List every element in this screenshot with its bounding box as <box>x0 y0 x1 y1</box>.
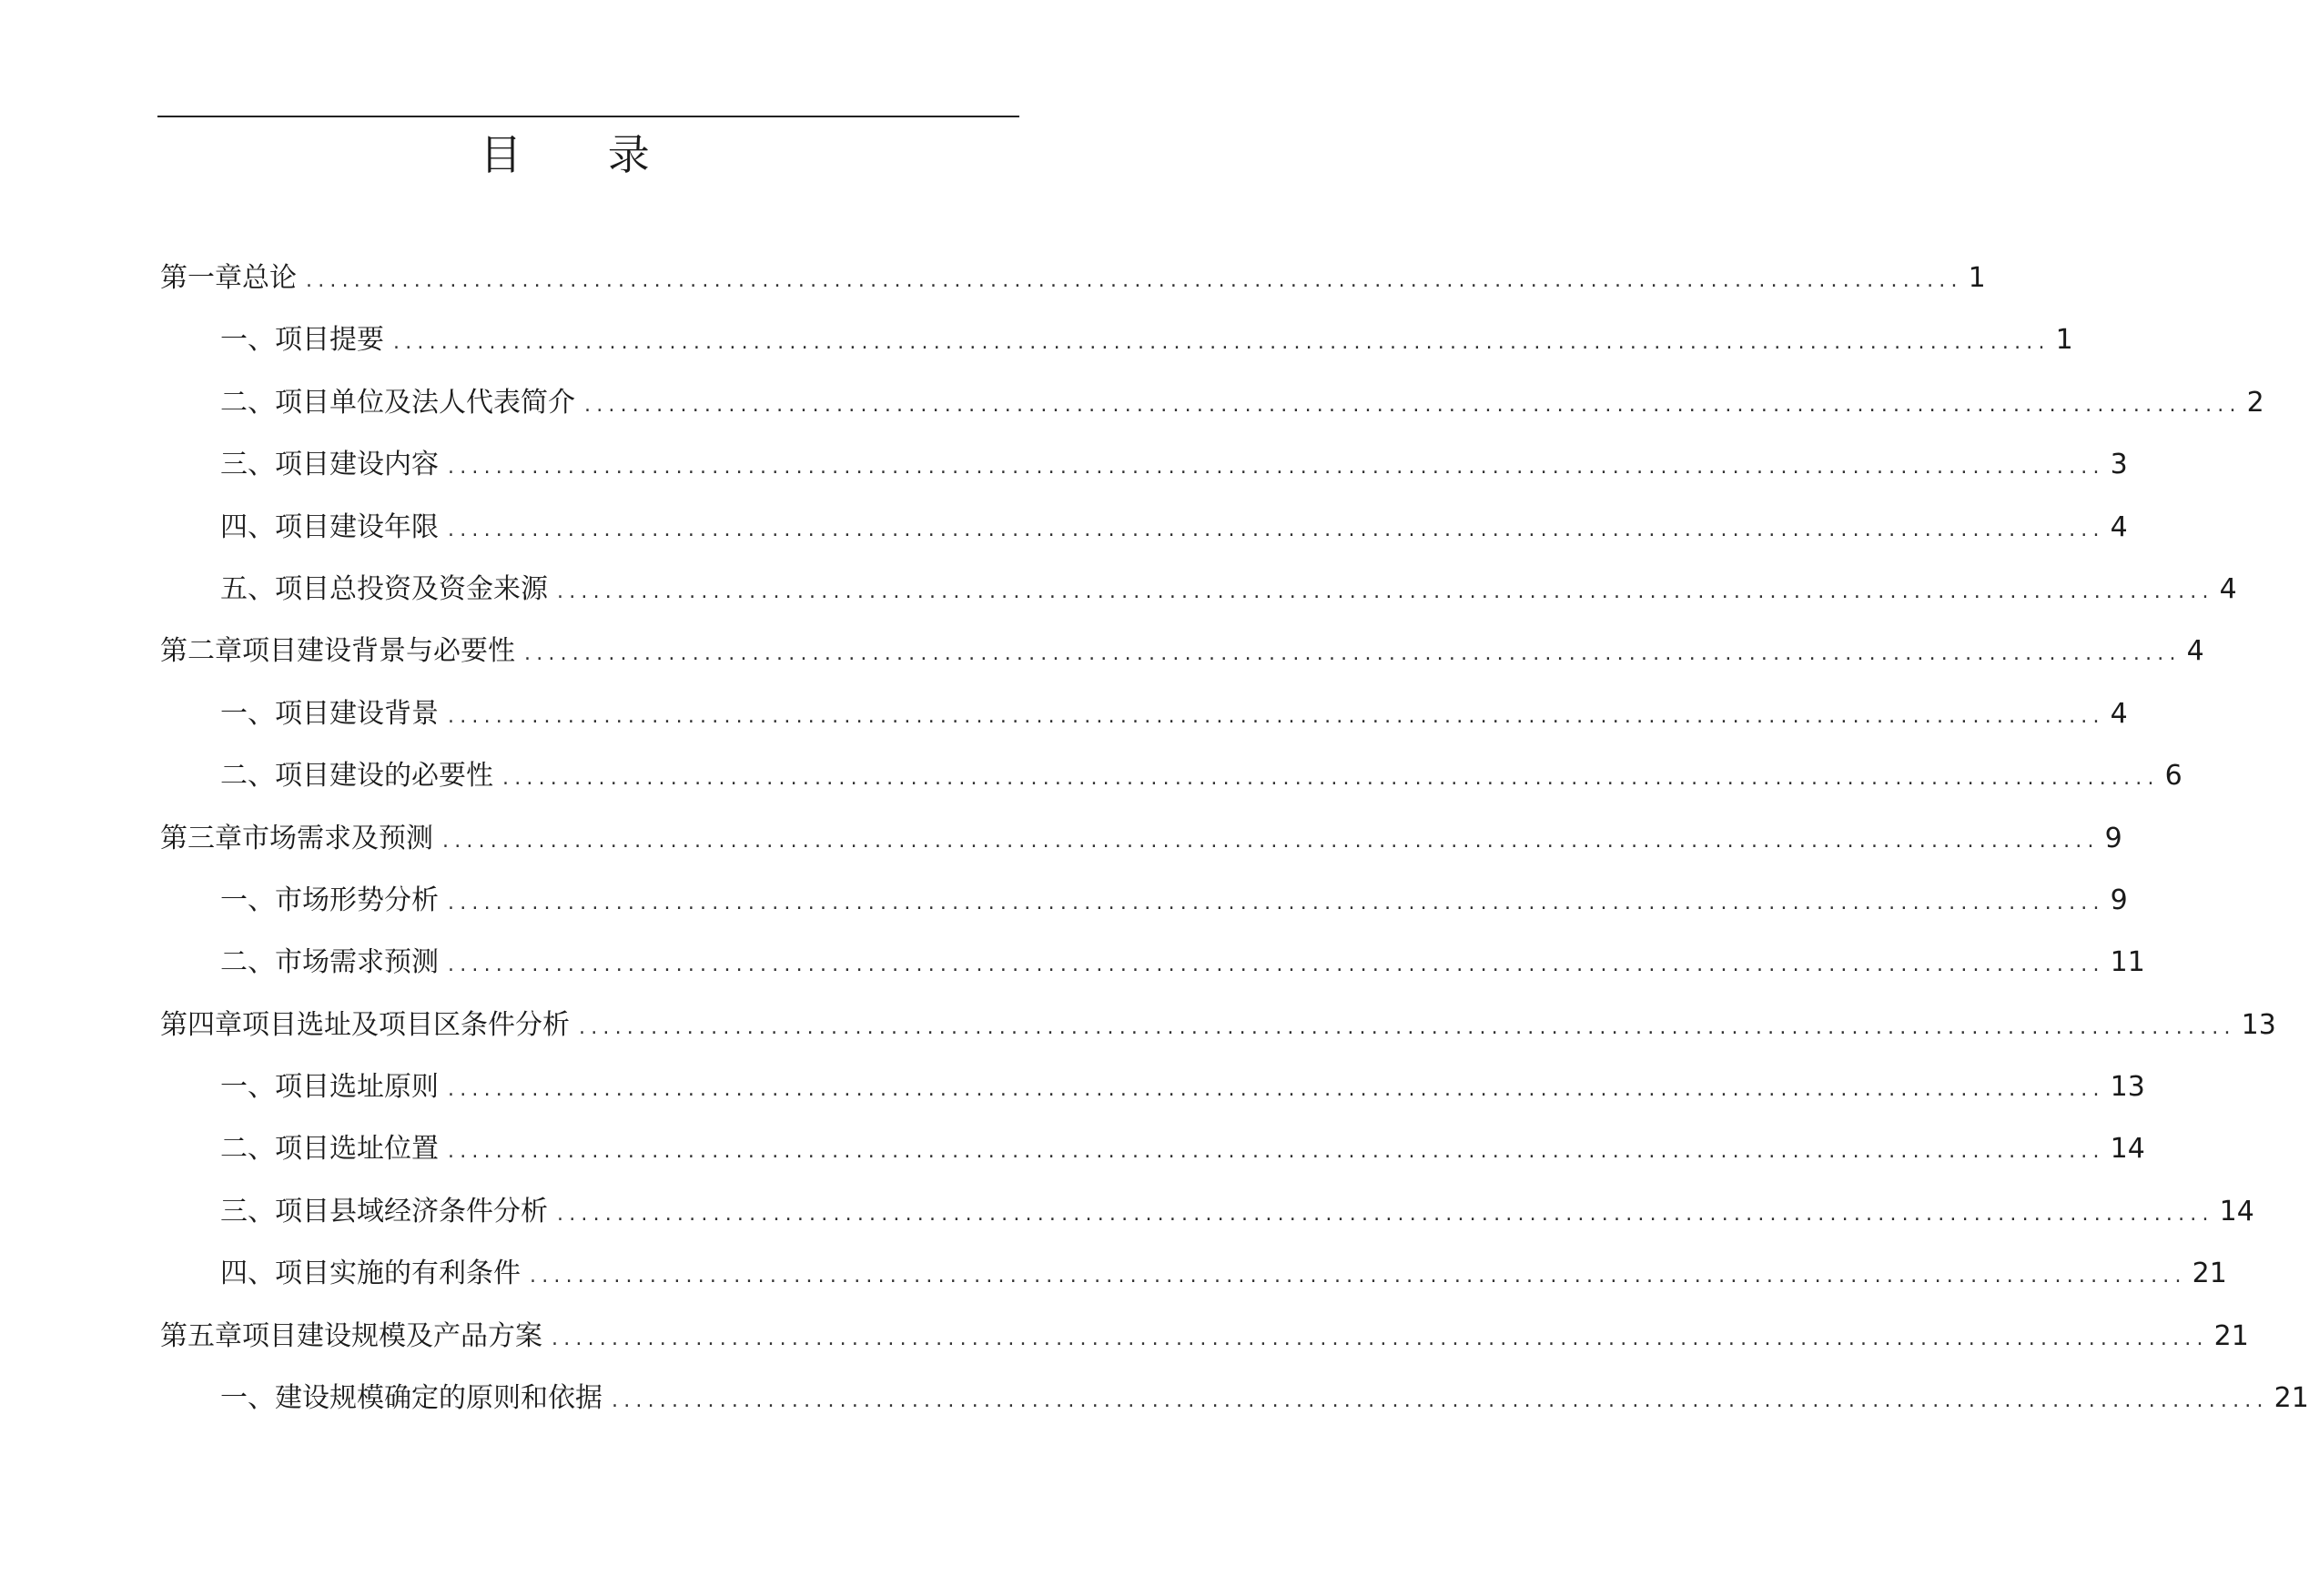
toc-chapter-entry[interactable] <box>160 247 1986 309</box>
page-number: 13 <box>2241 1008 2276 1041</box>
dot-leader: .......................................................................................................................................... <box>393 331 2051 355</box>
page-number: 6 <box>2164 760 2182 793</box>
page-number: 1 <box>1968 262 1986 294</box>
dot-leader: .......................................................................................................................................... <box>442 829 2100 853</box>
page-number: 14 <box>2219 1195 2254 1227</box>
page-number: 4 <box>2219 572 2237 605</box>
entry-title: 市场需求及预测 <box>242 822 433 854</box>
toc-section-entry[interactable] <box>160 683 2128 745</box>
dot-leader: .......................................................................................................................................... <box>448 954 2105 977</box>
chapter-number: 第二章 <box>160 635 242 668</box>
page-number: 21 <box>2213 1319 2249 1352</box>
entry-title: 一、项目选址原则 <box>220 1071 439 1104</box>
dot-leader: .......................................................................................................................................... <box>584 393 2242 417</box>
page-number: 3 <box>2110 449 2128 481</box>
page-number: 4 <box>2186 635 2204 668</box>
entry-title: 一、项目提要 <box>220 324 384 357</box>
dot-leader: .......................................................................................................................................... <box>306 269 1963 292</box>
page-number: 21 <box>2274 1382 2309 1415</box>
entry-title: 二、项目选址位置 <box>220 1133 439 1166</box>
entry-title: 项目建设背景与必要性 <box>242 635 515 668</box>
entry-title: 一、项目建设背景 <box>220 697 439 730</box>
toc-section-entry[interactable] <box>160 1118 2145 1180</box>
toc-section-entry[interactable] <box>160 870 2128 932</box>
toc-section-entry[interactable] <box>160 559 2237 621</box>
chapter-number: 第三章 <box>160 822 242 854</box>
entry-title: 项目选址及项目区条件分析 <box>242 1008 570 1041</box>
page-number: 2 <box>2246 386 2264 419</box>
dot-leader: .......................................................................................................................................... <box>552 1327 2209 1350</box>
page-number: 11 <box>2110 946 2145 979</box>
entry-title: 四、项目建设年限 <box>220 510 439 543</box>
dot-leader: .......................................................................................................................................... <box>557 580 2214 603</box>
toc-section-entry[interactable] <box>160 372 2264 434</box>
entry-title: 一、建设规模确定的原则和依据 <box>220 1382 603 1415</box>
page-title: 目 录 <box>480 130 686 179</box>
dot-leader: .......................................................................................................................................... <box>448 891 2105 914</box>
page-number: 9 <box>2110 884 2128 916</box>
toc-section-entry[interactable] <box>160 1368 2309 1429</box>
entry-title: 二、项目建设的必要性 <box>220 760 493 793</box>
table-of-contents <box>160 247 2309 1429</box>
entry-title: 五、项目总投资及资金来源 <box>220 572 548 605</box>
dot-leader: .......................................................................................................................................... <box>524 642 2182 666</box>
dot-leader: .......................................................................................................................................... <box>612 1389 2269 1413</box>
entry-title: 项目建设规模及产品方案 <box>242 1319 542 1352</box>
entry-title: 二、项目单位及法人代表简介 <box>220 386 575 419</box>
dot-leader: .......................................................................................................................................... <box>579 1015 2236 1039</box>
toc-chapter-entry[interactable] <box>160 1306 2249 1368</box>
toc-chapter-entry[interactable] <box>160 621 2204 682</box>
dot-leader: .......................................................................................................................................... <box>448 1078 2105 1102</box>
toc-chapter-entry[interactable] <box>160 995 2276 1056</box>
page-number: 4 <box>2110 697 2128 730</box>
page-number: 9 <box>2104 822 2122 854</box>
dot-leader: .......................................................................................................................................... <box>448 1140 2105 1164</box>
entry-title: 总论 <box>242 262 297 294</box>
entry-title: 二、市场需求预测 <box>220 946 439 979</box>
toc-section-entry[interactable] <box>160 1056 2145 1118</box>
entry-title: 一、市场形势分析 <box>220 884 439 916</box>
page-number: 1 <box>2055 324 2073 357</box>
page-number: 14 <box>2110 1133 2145 1166</box>
page-number: 21 <box>2192 1258 2227 1290</box>
entry-title: 三、项目县域经济条件分析 <box>220 1195 548 1227</box>
chapter-number: 第一章 <box>160 262 242 294</box>
toc-section-entry[interactable] <box>160 932 2145 994</box>
chapter-number: 第五章 <box>160 1319 242 1352</box>
dot-leader: .......................................................................................................................................... <box>502 767 2160 791</box>
toc-chapter-entry[interactable] <box>160 808 2122 870</box>
toc-section-entry[interactable] <box>160 745 2182 807</box>
page-number: 13 <box>2110 1071 2145 1104</box>
entry-title: 四、项目实施的有利条件 <box>220 1258 521 1290</box>
page-number: 4 <box>2110 510 2128 543</box>
toc-section-entry[interactable] <box>160 1181 2254 1243</box>
dot-leader: .......................................................................................................................................... <box>530 1265 2187 1288</box>
dot-leader: .......................................................................................................................................... <box>557 1202 2214 1226</box>
toc-section-entry[interactable] <box>160 309 2073 371</box>
dot-leader: .......................................................................................................................................... <box>448 456 2105 480</box>
toc-section-entry[interactable] <box>160 434 2128 496</box>
header-rule <box>157 116 1019 117</box>
entry-title: 三、项目建设内容 <box>220 449 439 481</box>
dot-leader: .......................................................................................................................................... <box>448 518 2105 541</box>
toc-section-entry[interactable] <box>160 497 2128 559</box>
toc-section-entry[interactable] <box>160 1243 2227 1305</box>
chapter-number: 第四章 <box>160 1008 242 1041</box>
dot-leader: .......................................................................................................................................... <box>448 704 2105 728</box>
